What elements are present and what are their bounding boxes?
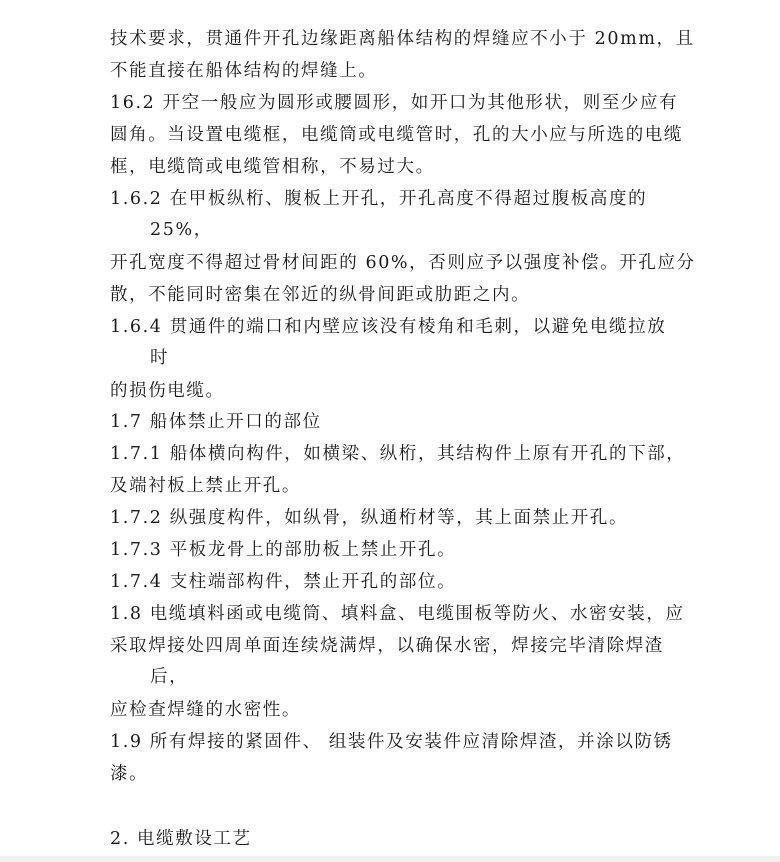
text-line: 框，电缆筒或电缆管相称，不易过大。 [110, 157, 435, 177]
text-line: 的损伤电缆。 [110, 381, 225, 401]
page-bottom-edge [0, 856, 780, 862]
text-line: 技术要求，贯通件开孔边缘距离船体结构的焊缝应不小于 20mm，且 [110, 29, 695, 49]
text-line: 1.8 电缆填料函或电缆筒、填料盒、电缆围板等防火、水密安装，应 [110, 604, 685, 624]
text-line: 散，不能同时密集在邻近的纵骨间距或肋距之内。 [110, 285, 531, 305]
text-line: 1.7.4 支柱端部构件，禁止开孔的部位。 [110, 572, 457, 592]
text-line: 1.6.4 贯通件的端口和内壁应该没有棱角和毛刺，以避免电缆拉放 [110, 317, 667, 337]
text-line: 1.7.2 纵强度构件，如纵骨，纵通桁材等，其上面禁止开孔。 [110, 508, 629, 528]
text-line: 1.7.1 船体横向构件，如横梁、纵桁，其结构件上原有开孔的下部， [110, 444, 686, 464]
text-line: 后， [150, 667, 189, 687]
text-line: 16.2 开空一般应为圆形或腰圆形，如开口为其他形状，则至少应有 [110, 93, 679, 113]
text-line: 时 [150, 348, 170, 368]
text-line: 不能直接在船体结构的焊缝上。 [110, 61, 378, 81]
text-line: 应检查焊缝的水密性。 [110, 700, 301, 720]
text-line: 圆角。当设置电缆框，电缆筒或电缆管时，孔的大小应与所选的电缆 [110, 125, 683, 145]
text-line: 开孔宽度不得超过骨材间距的 60%，否则应予以强度补偿。开孔应分 [110, 253, 696, 273]
text-line: 1.9 所有焊接的紧固件、 组装件及安装件应清除焊渣，并涂以防锈 [110, 732, 673, 752]
text-line: 25%， [150, 220, 213, 240]
text-line: 及端衬板上禁止开孔。 [110, 476, 301, 496]
section-heading: 2. 电缆敷设工艺 [110, 829, 252, 849]
text-line: 1.6.2 在甲板纵桁、腹板上开孔，开孔高度不得超过腹板高度的 [110, 189, 648, 209]
text-line: 1.7.3 平板龙骨上的部肋板上禁止开孔。 [110, 540, 457, 560]
text-line: 漆。 [110, 764, 149, 784]
section-heading: 1.7 船体禁止开口的部位 [110, 412, 322, 432]
text-line: 采取焊接处四周单面连续烧满焊，以确保水密，焊接完毕清除焊渣 [110, 636, 664, 656]
